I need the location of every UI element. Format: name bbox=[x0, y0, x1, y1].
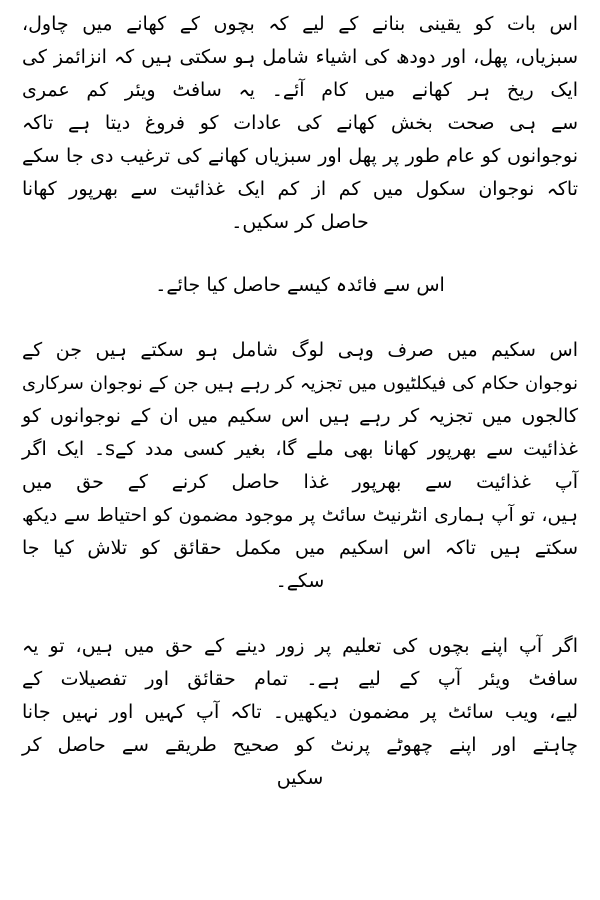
text-line: سے ہی صحت بخش کھانے کی عادات کو فروغ دیتا ہے تاکہ bbox=[22, 112, 578, 134]
spacer bbox=[22, 302, 578, 334]
text-line: لیے، ویب سائٹ پر مضمون دیکھیں۔ تاکہ آپ کہیں اور نہیں جانا bbox=[22, 701, 578, 723]
text-line: اس سکیم میں صرف وہی لوگ شامل ہو سکتے ہیں جن کے bbox=[22, 339, 578, 361]
spacer bbox=[22, 598, 578, 630]
text-line: اگر آپ اپنے بچوں کی تعلیم پر زور دینے کے حق میں ہیں، تو یہ bbox=[22, 635, 578, 657]
text-line: غذائیت سے بھرپور کھانا بھی ملے گا، بغیر کسی مدد کےs۔ ایک اگر bbox=[22, 438, 578, 460]
text-line: سکیں bbox=[276, 767, 324, 789]
text-line: تاکہ نوجوان سکول میں کم از کم ایک غذائیت سے بھرپور کھانا bbox=[22, 178, 578, 200]
spacer bbox=[22, 239, 578, 269]
document-page bbox=[22, 8, 578, 795]
text-line: آپ غذائیت سے بھرپور غذا حاصل کرنے کے حق میں bbox=[22, 471, 578, 493]
text-line: ہیں، تو آپ ہماری انٹرنیٹ سائٹ پر موجود مضمون کو احتیاط سے دیکھ bbox=[22, 505, 578, 526]
paragraph-eligibility bbox=[22, 334, 578, 598]
text-line: حاصل کر سکیں۔ bbox=[231, 211, 369, 233]
paragraph-school-meals bbox=[22, 8, 578, 239]
text-line: نوجوان حکام کی فیکلٹیوں میں تجزیہ کر رہے ہیں جن کے نوجوان سرکاری bbox=[22, 373, 578, 394]
text-line: اس بات کو یقینی بنانے کے لیے کہ بچوں کے کھانے میں چاول، bbox=[22, 13, 578, 35]
section-heading: اس سے فائدہ کیسے حاصل کیا جائے۔ bbox=[155, 274, 445, 296]
text-line: سکے۔ bbox=[275, 570, 325, 592]
text-line: سافٹ ویئر آپ کے لیے ہے۔ تمام حقائق اور تفصیلات کے bbox=[22, 668, 578, 690]
text-line: کالجوں میں تجزیہ کر رہے ہیں اس سکیم میں ان کے نوجوانوں کو bbox=[22, 405, 578, 427]
text-line: سکتے ہیں تاکہ اس اسکیم میں مکمل حقائق کو تلاش کیا جا bbox=[22, 537, 578, 559]
text-line: نوجوانوں کو عام طور پر پھل اور سبزیاں کھانے کی ترغیب دی جا سکے bbox=[22, 145, 578, 167]
text-line: چاہتے اور اپنے چھوٹے پرنٹ کو صحیح طریقے سے حاصل کر bbox=[22, 734, 578, 756]
paragraph-education-software bbox=[22, 630, 578, 795]
text-line: ایک ریخ ہر کھانے میں کام آئے۔ یہ سافٹ ویئر کم عمری bbox=[22, 79, 578, 101]
text-line: سبزیاں، پھل، اور دودھ کی اشیاء شامل ہو سکتی ہیں کہ انزائمز کی bbox=[22, 46, 578, 68]
